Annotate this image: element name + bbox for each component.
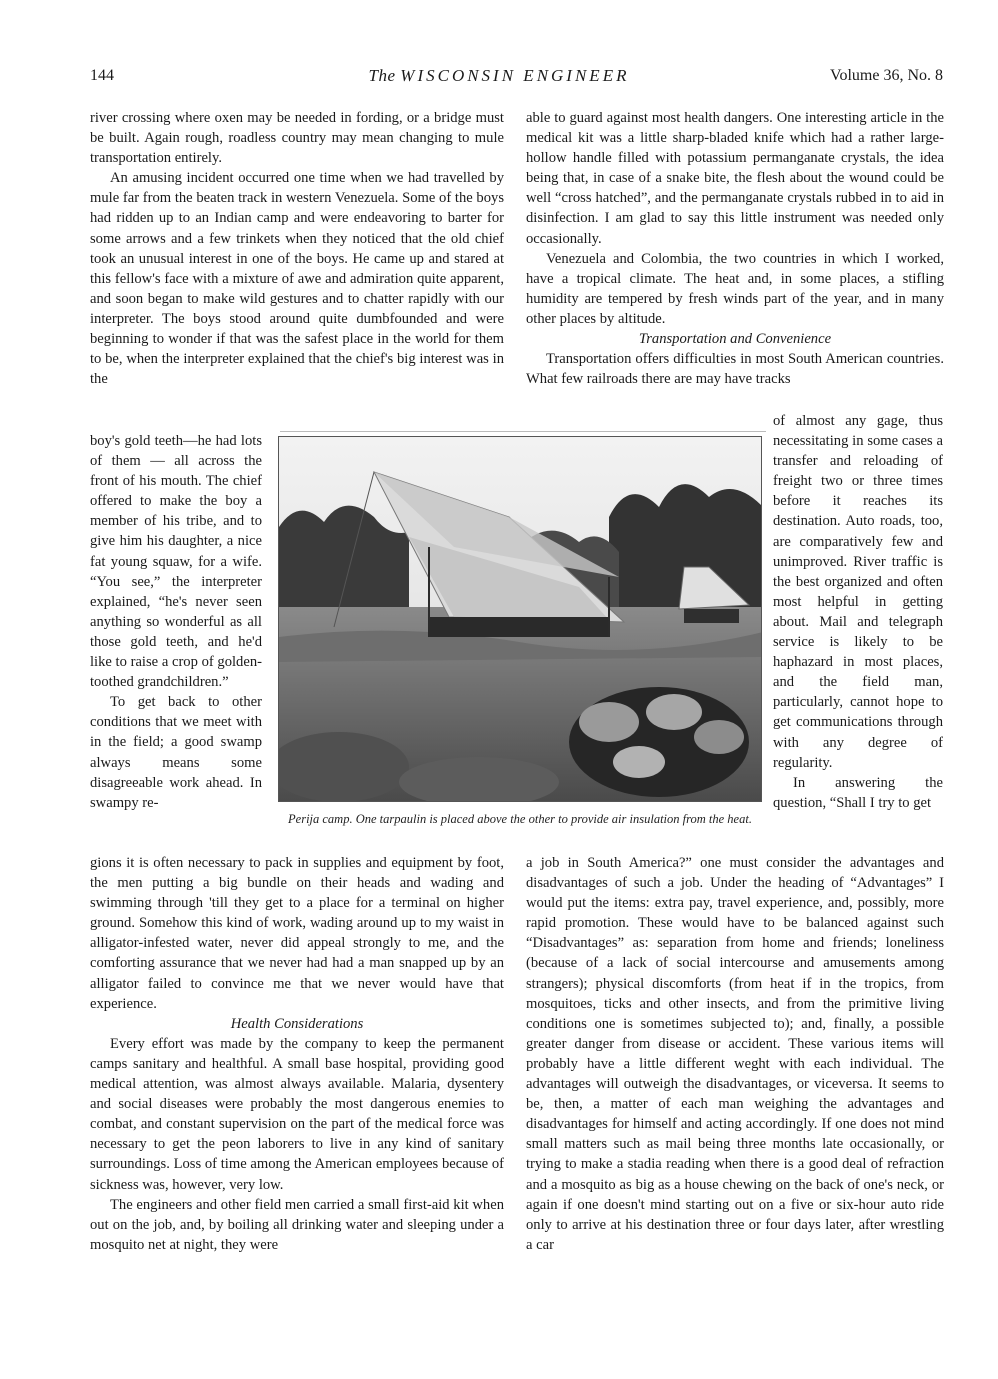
left-column-wrap xyxy=(90,431,262,813)
right-column-top xyxy=(526,108,944,389)
paragraph: To get back to other conditions that we meet with in the field; a good swamp always means some disagreeable work ahead. In swampy re- xyxy=(90,694,262,811)
paragraph: a job in South America?” one must consider the advantages and disadvantages of such a job. Under the heading of “Advantages” I would put the items: extra pay, travel experience, and, possibly, more rapid promotion. These would have to be balanced against such “Disadvantages” as: separation from home and friends; loneliness (because of a lack of social intercourse and amusements among strangers); physical discomforts (from heat if in the tropics, from mosquitoes, ticks and other insects, and from the primitive living conditions one is sometimes subjected to); and, finally, a possible greater danger from disease or accident. These various items will probably have a little different weght with each individual. The advantages will outweigh the disadvantages, or viceversa. It seems to be, then, a matter of each man weighing the advantages and disadvantages for himself and acting accordingly. If one does not mind small matters such as mail being three months late occasionally, or trying to make a stadia reading when there is a good deal of refraction and a mosquito as big as a house chewing on the back of one's neck, or again if one doesn't mind starting out on a five or six-hour auto ride only to arrive at his destination three or four days later, after wrestling a car xyxy=(526,855,944,1253)
section-heading: Health Considerations xyxy=(230,1015,364,1032)
left-column-bottom xyxy=(90,853,504,1255)
section-heading: Transportation and Convenience xyxy=(638,331,832,348)
paragraph: river crossing where oxen may be needed in fording, or a bridge must be built. Again rough, roadless country may mean changing to mule transportation entirely. xyxy=(90,110,504,167)
camp-photo xyxy=(278,436,762,802)
paragraph: Venezuela and Colombia, the two countries in which I worked, have a tropical climate. The heat and, in some places, a stifling humidity are tempered by fresh winds part of the year, and in many other places by altitude. xyxy=(526,250,944,327)
figure-top-rule xyxy=(280,431,766,432)
page-number: 144 xyxy=(90,67,114,84)
paragraph: The engineers and other field men carried a small first-aid kit when out on the job, and, by boiling all drinking water and sleeping under a mosquito net at night, they were xyxy=(90,1196,504,1253)
paragraph: gions it is often necessary to pack in supplies and equipment by foot, the men putting a big bundle on their heads and wading and swimming through 'till they get to a place for a terminal on higher ground. Somehow this kind of work, wading around up to my waist in alligator-infested water, never did appeal strongly to me, and the comforting assurance that we never had had a man snapped up by an alligator failed to convince me that we never would have that experience. xyxy=(90,855,504,1012)
camp-photo-figure xyxy=(278,436,762,806)
paragraph: Transportation offers difficulties in most South American countries. What few railroads there are may have tracks xyxy=(526,351,944,388)
paragraph: An amusing incident occurred one time when we had travelled by mule far from the beaten track in western Venezuela. Some of the boys had ridden up to an Indian camp and were endeavoring to barter for some arrows and a few trinkets when they noticed that the old chief took an unusual interest in one of the boys. He came up and stared at this fellow's face with a mixture of awe and admiration quite apparent, and soon began to make wild gestures and to chatter rapidly with our interpreter. The boys stood around quite dumbfounded and were beginning to wonder if that was the safest place in the world for them to be, when the interpreter explained that the chief's big interest was in the xyxy=(90,170,504,388)
paragraph: boy's gold teeth—he had lots of them — all across the front of his mouth. The chief offered to make the boy a member of his tribe, and to give him his daughter, a nice fat young squaw, for a wife. “You see,” the interpreter explained, “he's never seen anything so wonderful as all those gold teeth, and he'd like to raise a crop of golden-toothed grandchildren.” xyxy=(90,433,262,691)
paragraph: Every effort was made by the company to keep the permanent camps sanitary and healthful. A small base hospital, providing good medical attention, was almost always available. Malaria, dysentery and social diseases were probably the most dangerous enemies to combat, and constant supervision on the part of the medical force was necessary to get the peon laborers to live in any kind of sanitary surroundings. Loss of time among the American employees because of sickness was, however, very low. xyxy=(90,1035,504,1193)
journal-name: WISCONSIN ENGINEER xyxy=(400,66,630,85)
photo-caption: Perija camp. One tarpaulin is placed above the other to provide air insulation from the heat. xyxy=(288,812,752,826)
right-column-bottom xyxy=(526,853,944,1255)
journal-prefix: The xyxy=(368,66,396,85)
paragraph: able to guard against most health dangers. One interesting article in the medical kit was a little sharp-bladed knife which had a rather large-hollow handle filled with potassium permanganate crystals, the idea being that, in case of a snake bite, the flesh about the wound could be well “cross hatched”, and the permanganate crystals rubbed in to aid in disinfection. I am glad to say this little instrument was needed only occasionally. xyxy=(526,110,944,247)
left-column-top xyxy=(90,108,504,389)
volume-issue: Volume 36, No. 8 xyxy=(829,67,943,84)
right-column-wrap xyxy=(773,411,943,813)
paragraph: In answering the question, “Shall I try to get xyxy=(773,774,943,811)
paragraph: of almost any gage, thus necessitating in some cases a transfer and reloading of freight two or three times before it reaches its destination. Auto roads, too, are comparatively few and unimproved. River traffic is the best organized and often most helpful in getting about. Mail and telegraph service is likely to be haphazard in most places, and the field man, particularly, cannot hope to get communications through with any degree of regularity. xyxy=(773,413,943,771)
